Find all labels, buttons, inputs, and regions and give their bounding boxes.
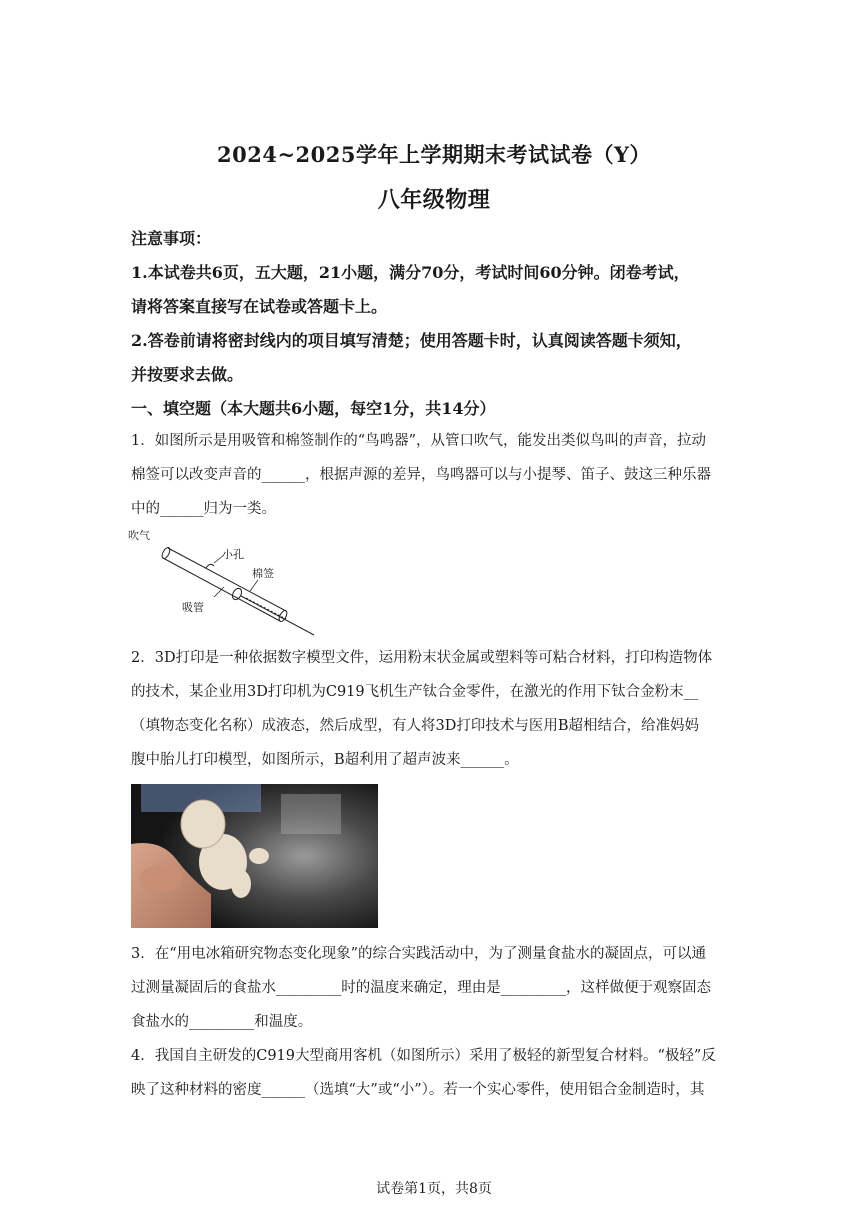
question-2-line-4: 腹中胎儿打印模型，如图所示，B超利用了超声波来______。 xyxy=(131,752,519,768)
section-1-heading: 一、填空题（本大题共6小题，每空1分，共14分） xyxy=(131,399,496,418)
page-footer: 试卷第1页，共8页 xyxy=(376,1181,492,1197)
notice-item-1-line-2: 请将答案直接写在试卷或答题卡上。 xyxy=(131,297,388,316)
exam-title: 2024~2025学年上学期期末考试试卷（Y） xyxy=(217,142,651,167)
cotton-swab xyxy=(231,587,314,635)
label-blow: 吹气 xyxy=(128,529,150,542)
fetus-model-photo xyxy=(131,784,378,928)
question-4 xyxy=(131,1039,743,1107)
question-3-line-2: 过测量凝固后的食盐水_________时的温度来确定，理由是_________，这样做便于观察固态 xyxy=(131,980,711,996)
question-3 xyxy=(131,937,743,1039)
notice-item-2-line-2: 并按要求去做。 xyxy=(131,365,244,384)
label-swab: 棉签 xyxy=(252,567,274,580)
label-straw: 吸管 xyxy=(182,601,204,614)
question-3-line-3: 食盐水的_________和温度。 xyxy=(131,1014,313,1030)
exam-subject: 八年级物理 xyxy=(377,187,491,213)
question-4-line-1: 4．我国自主研发的C919大型商用客机（如图所示）采用了极轻的新型复合材料。“极轻”反 xyxy=(131,1048,716,1064)
notice-item-1-line-1: 1.本试卷共6页，五大题，21小题，满分70分，考试时间60分钟。闭卷考试， xyxy=(131,263,690,282)
notice-item-2-line-1: 2.答卷前请将密封线内的项目填写清楚；使用答题卡时，认真阅读答题卡须知， xyxy=(131,331,692,350)
question-2-line-3: （填物态变化名称）成液态，然后成型，有人将3D打印技术与医用B超相结合，给准妈妈 xyxy=(131,718,700,734)
notice-heading: 注意事项： xyxy=(131,229,212,248)
question-3-line-1: 3．在“用电冰箱研究物态变化现象”的综合实践活动中，为了测量食盐水的凝固点，可以通 xyxy=(131,946,707,962)
question-2-line-1: 2．3D打印是一种依据数字模型文件，运用粉末状金属或塑料等可粘合材料，打印构造物体 xyxy=(131,650,713,666)
small-hole-mark xyxy=(206,564,214,568)
notice-section xyxy=(131,222,743,426)
question-1 xyxy=(131,424,743,526)
fetus-model-image xyxy=(131,784,378,928)
question-1-line-3: 中的______归为一类。 xyxy=(131,501,276,517)
question-1-line-2: 棉签可以改变声音的______，根据声源的差异，鸟鸣器可以与小提琴、笛子、鼓这三种乐器 xyxy=(131,467,711,483)
question-2-line-2: 的技术，某企业用3D打印机为C919飞机生产钛合金零件，在激光的作用下钛合金粉末__ xyxy=(131,684,699,700)
question-4-line-2: 映了这种材料的密度______（选填“大”或“小”）。若一个实心零件，使用铝合金制造时，其 xyxy=(131,1082,705,1098)
question-1-line-1: 1．如图所示是用吸管和棉签制作的“鸟鸣器”，从管口吹气，能发出类似鸟叫的声音，拉动 xyxy=(131,433,707,449)
label-hole: 小孔 xyxy=(222,548,244,561)
bird-whistle-diagram xyxy=(126,525,326,640)
question-2 xyxy=(131,641,743,777)
